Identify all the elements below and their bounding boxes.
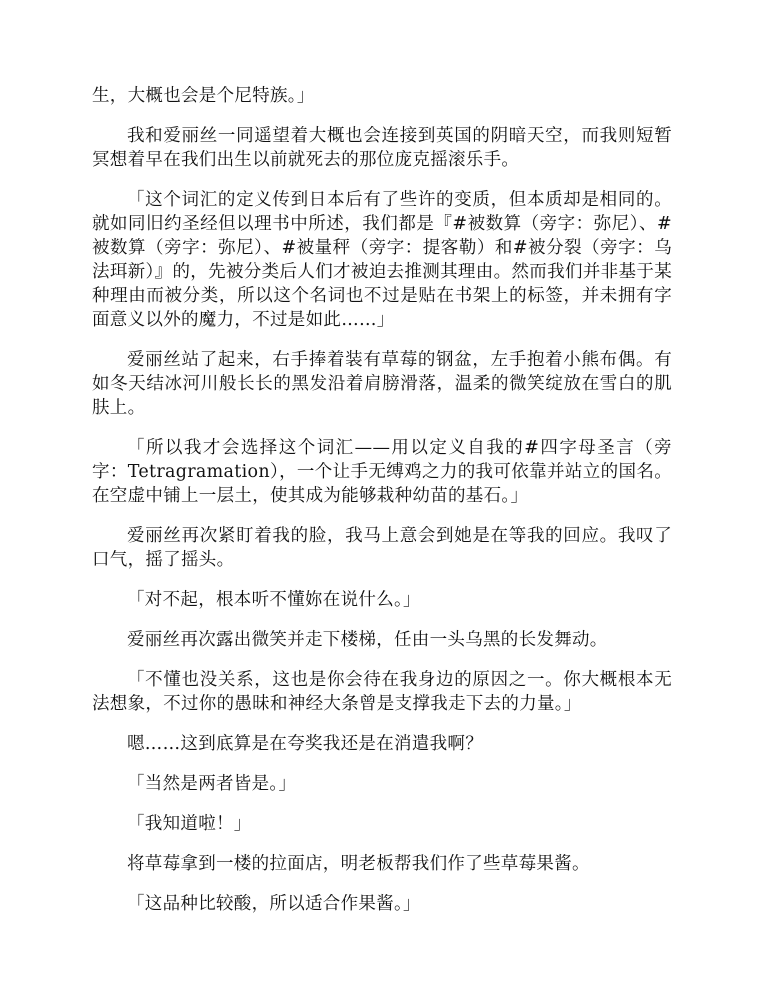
paragraph-11: 「当然是两者皆是。」 [127, 774, 297, 794]
paragraph-3: 「这个词汇的定义传到日本后有了些许的变质，但本质却是相同的。就如同旧约圣经但以理书中所述，我们都是『#被数算（旁字：弥尼）、#被数算（旁字：弥尼）、#被量秤（旁字：提客勒）和#被分裂（旁字：乌法珥新）』的，先被分类后人们才被迫去推测其理由。然而我们并非基于某种理由而被分类，所以这个名词也不过是贴在书架上的标签，并未拥有字面意义以外的魔力，不过是如此……」 [92, 190, 672, 330]
paragraph-10: 嗯……这到底算是在夸奖我还是在消遣我啊？ [127, 734, 483, 754]
paragraph-7: 「对不起，根本听不懂妳在说什么。」 [127, 590, 421, 610]
paragraph-2: 我和爱丽丝一同遥望着大概也会连接到英国的阴暗天空，而我则短暂冥想着早在我们出生以前就死去的那位庞克摇滚乐手。 [92, 126, 672, 170]
paragraph-14: 「这品种比较酸，所以适合作果酱。」 [127, 894, 421, 914]
paragraph-6: 爱丽丝再次紧盯着我的脸，我马上意会到她是在等我的回应。我叹了口气，摇了摇头。 [92, 526, 672, 570]
paragraph-4: 爱丽丝站了起来，右手捧着装有草莓的钢盆，左手抱着小熊布偶。有如冬天结冰河川般长长的黑发沿着肩膀滑落，温柔的微笑绽放在雪白的肌肤上。 [92, 350, 672, 418]
paragraph-1: 生，大概也会是个尼特族。」 [92, 86, 315, 106]
paragraph-9: 「不懂也没关系，这也是你会待在我身边的原因之一。你大概根本无法想象，不过你的愚昧和神经大条曾是支撑我走下去的力量。」 [92, 670, 672, 714]
page-body [92, 84, 672, 932]
paragraph-12: 「我知道啦！」 [127, 814, 252, 834]
paragraph-8: 爱丽丝再次露出微笑并走下楼梯，任由一头乌黑的长发舞动。 [127, 630, 608, 650]
paragraph-13: 将草莓拿到一楼的拉面店，明老板帮我们作了些草莓果酱。 [127, 854, 590, 874]
paragraph-5: 「所以我才会选择这个词汇——用以定义自我的#四字母圣言（旁字：Tetragramation），一个让手无缚鸡之力的我可依靠并站立的国名。在空虚中铺上一层土，使其成为能够栽种幼苗的基石。」 [92, 438, 672, 506]
